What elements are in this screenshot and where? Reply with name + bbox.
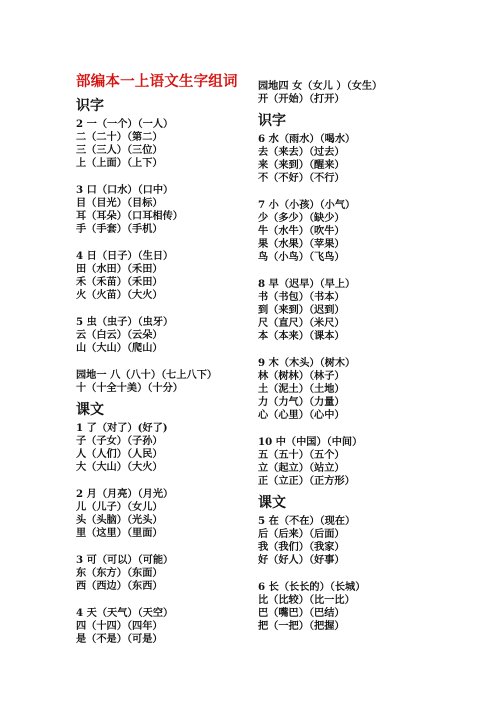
word-line: 4 天（天气）（天空） bbox=[76, 607, 174, 619]
word-line: 牛（水牛）（吹牛） bbox=[258, 225, 345, 237]
section-heading-literacy: 识字 bbox=[258, 113, 286, 129]
word-line: 尺（直尺）（米尺） bbox=[258, 317, 345, 329]
word-line: 鸟（小鸟）（飞鸟） bbox=[258, 251, 345, 263]
word-line: 园地一 八（八十）（七上八下） bbox=[76, 369, 218, 381]
word-line: 目（目光）（目标） bbox=[76, 197, 163, 209]
word-line: 是（不是）（可是） bbox=[76, 633, 163, 645]
word-line: 山（大山）（爬山） bbox=[76, 342, 163, 354]
word-line: 6 长（长长的）（长城） bbox=[258, 581, 366, 593]
word-line: 心（心里）（心中） bbox=[258, 409, 345, 421]
word-line: 立（起立）（站立） bbox=[258, 462, 345, 474]
word-line: 大（大山）（大火） bbox=[76, 461, 163, 473]
word-line: 林（树林）（林子） bbox=[258, 370, 345, 382]
word-line: 二（二十）（第二） bbox=[76, 131, 163, 143]
word-line: 里（这里）（里面） bbox=[76, 527, 163, 539]
word-line: 土（泥土）（土地） bbox=[258, 383, 345, 395]
word-line: 人（人们）（人民） bbox=[76, 448, 163, 460]
word-line: 书（书包）（书本） bbox=[258, 291, 345, 303]
word-line: 1 了（对了）(好了) bbox=[76, 422, 168, 434]
word-line: 巴（嘴巴）（巴结） bbox=[258, 607, 345, 619]
word-line: 2 月（月亮）（月光） bbox=[76, 488, 174, 500]
page-title: 部编本一上语文生字组词 bbox=[76, 73, 238, 90]
word-line: 我（我们）（我家） bbox=[258, 541, 345, 553]
word-line: 3 可（可以）（可能） bbox=[76, 554, 174, 566]
word-line: 西（西边）（东西） bbox=[76, 580, 163, 592]
word-line: 子（子女）（子孙） bbox=[76, 435, 163, 447]
word-line: 禾（禾苗）（禾田） bbox=[76, 276, 163, 288]
word-line: 三（三人）（三位） bbox=[76, 144, 163, 156]
word-line: 火（火苗）（大火） bbox=[76, 289, 163, 301]
word-line: 10 中（中国）（中间） bbox=[258, 436, 363, 448]
word-line: 园地四 女（女儿 ）（女生） bbox=[258, 80, 383, 92]
word-line: 去（来去）（过去） bbox=[258, 146, 345, 158]
word-line: 耳（耳朵）（口耳相传） bbox=[76, 210, 183, 222]
section-heading-texts: 课文 bbox=[258, 495, 286, 511]
word-line: 5 在（不在）（现在） bbox=[258, 515, 356, 527]
word-line: 儿（儿子）（女儿） bbox=[76, 501, 163, 513]
word-line: 好（好人）（好事） bbox=[258, 554, 345, 566]
word-line: 开（开始）（打开） bbox=[258, 93, 345, 105]
section-heading-literacy: 识字 bbox=[76, 98, 104, 114]
word-line: 比（比较）（比一比） bbox=[258, 594, 355, 606]
word-line: 3 口（口水）（口中） bbox=[76, 184, 174, 196]
word-line: 云（白云）（云朵） bbox=[76, 329, 163, 341]
word-line: 不（不好）（不行） bbox=[258, 172, 345, 184]
word-line: 田（水田）（禾田） bbox=[76, 263, 163, 275]
word-line: 到（来到）（迟到） bbox=[258, 304, 345, 316]
word-line: 4 日（日子）（生日） bbox=[76, 250, 174, 262]
word-line: 8 早（迟早）（早上） bbox=[258, 278, 356, 290]
word-line: 本（本来）（课本） bbox=[258, 330, 345, 342]
word-line: 少（多少）（缺少） bbox=[258, 212, 345, 224]
word-line: 6 水（雨水）（喝水） bbox=[258, 133, 356, 145]
word-line: 五（五十）（五个） bbox=[258, 449, 345, 461]
word-line: 东（东方）（东面） bbox=[76, 567, 163, 579]
word-line: 四（十四）（四年） bbox=[76, 620, 163, 632]
word-line: 手（手套）（手机） bbox=[76, 223, 163, 235]
word-line: 头（头脑）（光头） bbox=[76, 514, 163, 526]
word-line: 来（来到）（醒来） bbox=[258, 159, 345, 171]
word-line: 力（力气）（力量） bbox=[258, 396, 345, 408]
section-heading-texts: 课文 bbox=[76, 402, 104, 418]
word-line: 果（水果）（苹果） bbox=[258, 238, 345, 250]
word-line: 上（上面）（上下） bbox=[76, 157, 163, 169]
word-line: 5 虫（虫子）（虫牙） bbox=[76, 316, 174, 328]
word-line: 2 一（一个）（一人） bbox=[76, 118, 174, 130]
word-line: 正（立正）（正方形） bbox=[258, 475, 355, 487]
word-line: 把（一把）（把握） bbox=[258, 620, 345, 632]
word-line: 十（十全十美）（十分） bbox=[76, 382, 183, 394]
word-line: 9 木（木头）（树木） bbox=[258, 357, 356, 369]
word-line: 7 小（小孩）（小气） bbox=[258, 199, 356, 211]
word-line: 后（后来）（后面） bbox=[258, 528, 345, 540]
